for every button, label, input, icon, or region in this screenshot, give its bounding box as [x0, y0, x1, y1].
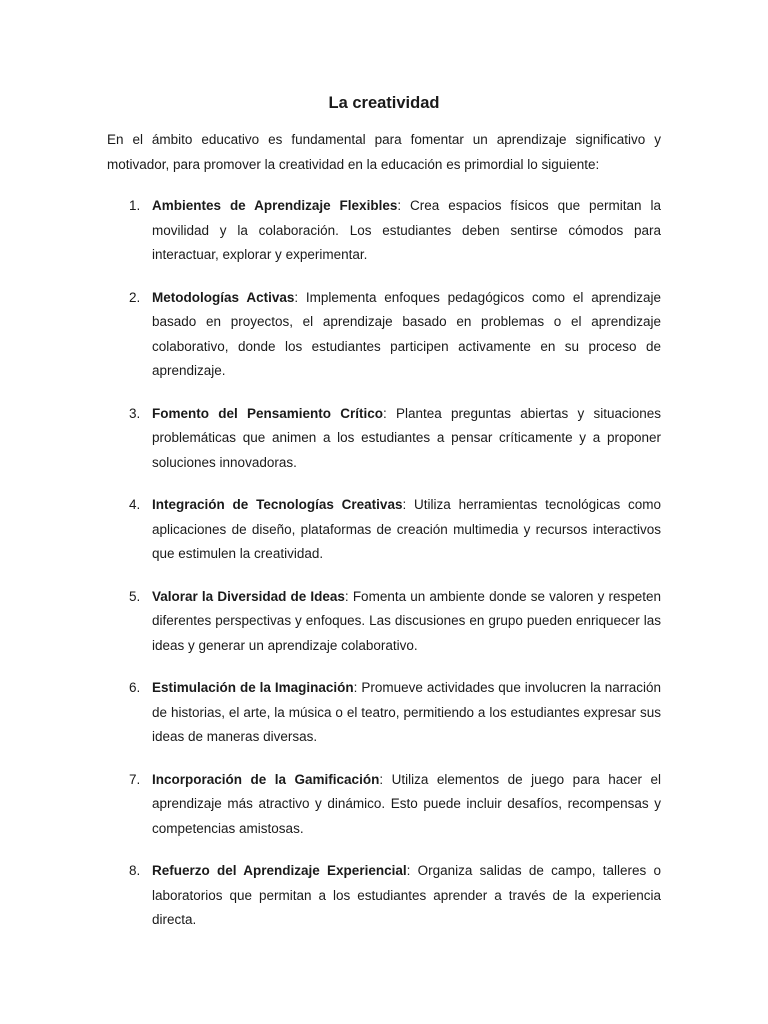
list-item-term: Metodologías Activas [152, 289, 295, 305]
list-item-number: 4. [129, 497, 141, 512]
list-item-number: 8. [129, 863, 141, 878]
list-item-text: : Utiliza elementos de juego para hacer el aprendizaje más atractivo y dinámico. Esto puede incluir desafíos, recompensas y competencias amistosas. [152, 771, 661, 836]
list-item-number: 5. [129, 588, 141, 604]
list-item-text: : Fomenta un ambiente donde se valoren y respeten diferentes perspectivas y enfoques. Las discusiones en grupo pueden enriquecer las ideas y generar un aprendizaje colaborativo. [152, 588, 661, 653]
list-item-term: Fomento del Pensamiento Crítico [152, 405, 383, 421]
list-item-text: : Crea espacios físicos que permitan la movilidad y la colaboración. Los estudiantes deben sentirse cómodos para interactuar, explorar y experimentar. [152, 198, 661, 262]
list-item-term: Integración de Tecnologías Creativas [152, 497, 403, 512]
list-item-number: 6. [129, 680, 141, 695]
numbered-list [107, 194, 661, 951]
list-item [107, 585, 661, 659]
list-item-term: Valorar la Diversidad de Ideas [152, 588, 345, 604]
list-item [107, 859, 661, 933]
list-item-text: : Utiliza herramientas tecnológicas como aplicaciones de diseño, plataformas de creación multimedia y recursos interactivos que estimulen la creatividad. [152, 497, 662, 561]
list-item-term: Incorporación de la Gamificación [152, 771, 380, 787]
list-item [107, 286, 661, 384]
list-item-number: 7. [129, 771, 141, 787]
list-item-text: : Implementa enfoques pedagógicos como el aprendizaje basado en proyectos, el aprendizaje basado en problemas o el aprendizaje colaborativo, donde los estudiantes participen activamente en su proceso de aprendizaje. [152, 289, 661, 378]
list-item-term: Refuerzo del Aprendizaje Experiencial [152, 863, 407, 878]
list-item-text: : Plantea preguntas abiertas y situaciones problemáticas que animen a los estudiantes a pensar críticamente y a proponer soluciones innovadoras. [152, 405, 662, 470]
list-item [107, 493, 661, 567]
list-item-term: Estimulación de la Imaginación [152, 680, 354, 695]
list-item [107, 194, 661, 268]
intro-paragraph: En el ámbito educativo es fundamental para fomentar un aprendizaje significativo y motivador, para promover la creatividad en la educación es primordial lo siguiente: [107, 132, 661, 172]
list-item-number: 3. [129, 405, 141, 421]
list-item-number: 2. [129, 289, 141, 305]
list-item [107, 676, 661, 750]
list-item-text: : Promueve actividades que involucren la narración de historias, el arte, la música o el teatro, permitiendo a los estudiantes expresar sus ideas de maneras diversas. [152, 680, 661, 744]
page-title: La creatividad [328, 94, 440, 112]
list-item-text: : Organiza salidas de campo, talleres o laboratorios que permitan a los estudiantes aprender a través de la experiencia directa. [152, 863, 661, 927]
list-item [107, 768, 661, 842]
list-item-number: 1. [129, 198, 141, 213]
list-item-term: Ambientes de Aprendizaje Flexibles [152, 198, 398, 213]
list-item [107, 402, 661, 476]
